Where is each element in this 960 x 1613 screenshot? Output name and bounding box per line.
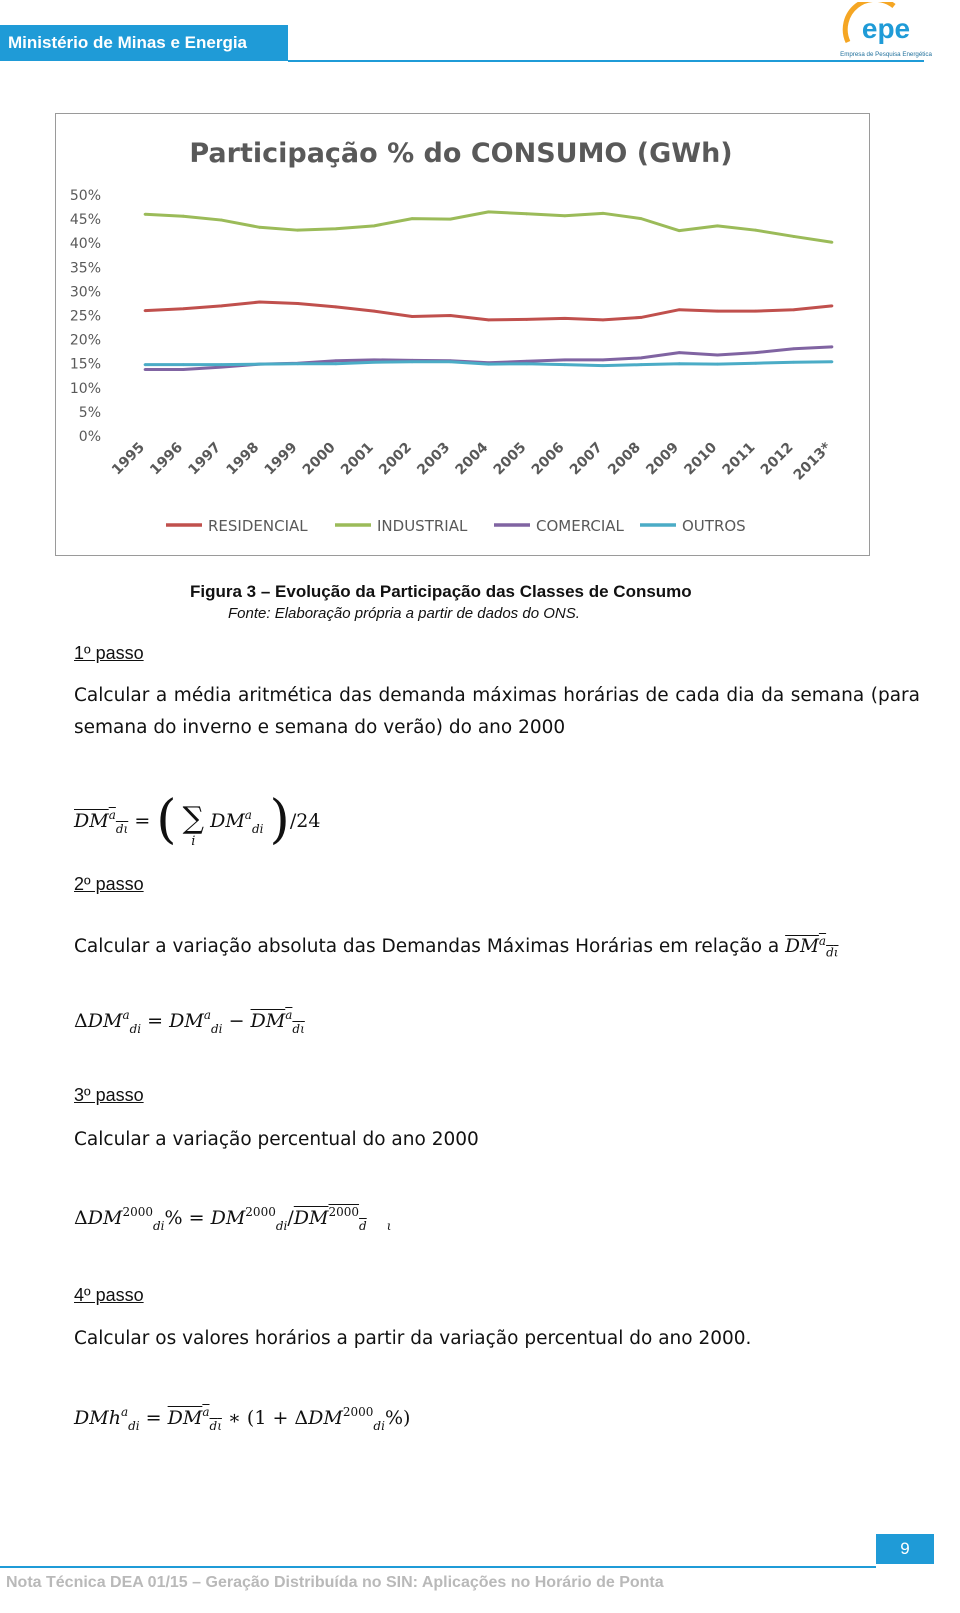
step-3-text: Calcular a variação percentual do ano 2000 bbox=[74, 1129, 479, 1150]
legend-label: COMERCIAL bbox=[536, 517, 624, 535]
data-point-comercial bbox=[716, 354, 719, 357]
x-tick-label: 2005 bbox=[490, 439, 530, 479]
data-point-industrial bbox=[411, 217, 414, 220]
x-tick-label: 2008 bbox=[605, 439, 644, 479]
data-point-industrial bbox=[640, 217, 643, 220]
series-line-residencial bbox=[145, 302, 832, 320]
legend-label: INDUSTRIAL bbox=[377, 517, 468, 535]
data-point-comercial bbox=[792, 347, 795, 350]
x-tick-label: 1997 bbox=[185, 439, 225, 479]
y-tick-label: 20% bbox=[69, 332, 101, 349]
step-1-text: Calcular a média aritmética das demanda máximas horárias de cada dia da semana (para semana do inverno e semana do verão) do ano 2000 bbox=[74, 685, 920, 738]
step-2-text: Calcular a variação absoluta das Demandas Máximas Horárias em relação a $DM^a_{d\iota}$ bbox=[74, 934, 839, 960]
data-point-outros bbox=[563, 363, 566, 366]
data-point-industrial bbox=[525, 212, 528, 215]
data-point-industrial bbox=[334, 227, 337, 230]
data-point-comercial bbox=[334, 359, 337, 362]
data-point-comercial bbox=[754, 351, 757, 354]
x-tick-label: 2011 bbox=[719, 439, 759, 479]
data-point-residencial bbox=[373, 310, 376, 313]
step-4-title: 4º passo bbox=[74, 1285, 144, 1305]
data-point-residencial bbox=[411, 315, 414, 318]
data-point-residencial bbox=[602, 318, 605, 321]
data-point-residencial bbox=[258, 301, 261, 304]
step-3-title: 3º passo bbox=[74, 1085, 144, 1105]
x-tick-label: 1995 bbox=[109, 439, 148, 479]
data-point-outros bbox=[640, 363, 643, 366]
figure-source: Fonte: Elaboração própria a partir de dados do ONS. bbox=[228, 605, 580, 622]
x-tick-label: 1996 bbox=[147, 439, 187, 479]
data-point-residencial bbox=[754, 310, 757, 313]
data-point-residencial bbox=[487, 318, 490, 321]
data-point-outros bbox=[716, 363, 719, 366]
data-point-outros bbox=[678, 362, 681, 365]
page-number: 9 bbox=[876, 1534, 934, 1564]
data-point-industrial bbox=[220, 219, 223, 222]
data-point-comercial bbox=[678, 351, 681, 354]
formula-hourly-values: $DMh^a_{di} = DM^a_{d\iota}$ ∗ $(1 + \Delta DM^{2000}_{di}\%)$ bbox=[74, 1405, 411, 1433]
data-point-outros bbox=[792, 361, 795, 364]
data-point-industrial bbox=[678, 229, 681, 232]
x-tick-label: 1998 bbox=[223, 439, 263, 479]
data-point-residencial bbox=[678, 308, 681, 311]
y-tick-label: 40% bbox=[69, 236, 101, 253]
ministry-title: Ministério de Minas e Energia bbox=[8, 33, 248, 52]
y-tick-label: 50% bbox=[69, 188, 101, 204]
data-point-outros bbox=[411, 360, 414, 363]
data-point-industrial bbox=[144, 213, 147, 216]
data-point-residencial bbox=[831, 304, 834, 307]
legend-item-residencial bbox=[166, 517, 308, 535]
step-1-title: 1º passo bbox=[74, 643, 144, 663]
data-point-outros bbox=[754, 362, 757, 365]
legend-label: RESIDENCIAL bbox=[208, 517, 308, 535]
data-point-residencial bbox=[144, 309, 147, 312]
data-point-industrial bbox=[487, 210, 490, 213]
data-point-comercial bbox=[563, 358, 566, 361]
data-point-outros bbox=[144, 363, 147, 366]
data-point-comercial bbox=[640, 357, 643, 360]
formula-mean: $DM^a_{d\iota}$ = ( ∑ i $DM^a_{di}$ )/24 bbox=[74, 790, 321, 850]
footer-rule bbox=[0, 1566, 876, 1568]
chart-title: Participação % do CONSUMO (GWh) bbox=[189, 138, 733, 169]
data-point-industrial bbox=[602, 212, 605, 215]
data-point-comercial bbox=[182, 368, 185, 371]
formula-absolute-variation: $\Delta DM^a_{di} = DM^a_{di} - DM^a_{d\iota}$ bbox=[74, 1008, 305, 1036]
data-point-outros bbox=[831, 360, 834, 363]
x-tick-label: 2004 bbox=[452, 439, 492, 479]
x-tick-label: 1999 bbox=[261, 439, 301, 479]
y-tick-label: 35% bbox=[69, 260, 101, 277]
data-point-outros bbox=[373, 361, 376, 364]
data-point-residencial bbox=[716, 310, 719, 313]
data-point-industrial bbox=[754, 229, 757, 232]
data-point-residencial bbox=[296, 302, 299, 305]
x-tick-label: 2000 bbox=[299, 439, 339, 479]
x-tick-label: 2002 bbox=[376, 439, 416, 479]
legend-item-outros bbox=[640, 517, 746, 535]
data-point-outros bbox=[525, 362, 528, 365]
legend-label: OUTROS bbox=[682, 517, 746, 535]
data-point-industrial bbox=[716, 224, 719, 227]
y-tick-label: 15% bbox=[69, 356, 101, 373]
data-point-industrial bbox=[258, 226, 261, 229]
data-point-residencial bbox=[220, 304, 223, 307]
chart-frame bbox=[55, 113, 870, 556]
data-point-outros bbox=[258, 363, 261, 366]
x-tick-label: 2003 bbox=[414, 439, 454, 479]
data-point-industrial bbox=[792, 235, 795, 238]
data-point-industrial bbox=[831, 241, 834, 244]
x-tick-label: 2006 bbox=[528, 439, 568, 479]
data-point-residencial bbox=[182, 307, 185, 310]
x-tick-label: 2010 bbox=[681, 439, 721, 479]
footer-text: Nota Técnica DEA 01/15 – Geração Distribuída no SIN: Aplicações no Horário de Ponta bbox=[6, 1574, 664, 1591]
logo-text: epe bbox=[861, 13, 911, 44]
data-point-outros bbox=[296, 362, 299, 365]
formula-percent-variation: $\Delta DM^{2000}_{di}\% = DM^{2000}_{di}/DM^{2000}_d$ $_\iota$ bbox=[74, 1205, 392, 1233]
data-point-outros bbox=[182, 363, 185, 366]
y-tick-label: 25% bbox=[69, 308, 101, 325]
data-point-residencial bbox=[640, 316, 643, 319]
data-point-residencial bbox=[525, 318, 528, 321]
legend-item-comercial bbox=[494, 517, 625, 535]
data-point-outros bbox=[220, 363, 223, 366]
x-tick-label: 2009 bbox=[643, 439, 683, 479]
data-point-outros bbox=[334, 362, 337, 365]
x-tick-label: 2001 bbox=[337, 439, 377, 479]
data-point-industrial bbox=[373, 224, 376, 227]
logo-subtitle: Empresa de Pesquisa Energética bbox=[840, 51, 932, 58]
x-tick-label: 2007 bbox=[566, 439, 606, 479]
legend-item-industrial bbox=[335, 517, 468, 535]
header-rule bbox=[288, 60, 924, 62]
figure-caption: Figura 3 – Evolução da Participação das Classes de Consumo bbox=[190, 582, 692, 601]
data-point-residencial bbox=[792, 308, 795, 311]
data-point-industrial bbox=[563, 214, 566, 217]
data-point-residencial bbox=[449, 314, 452, 317]
y-tick-label: 10% bbox=[69, 380, 101, 397]
series-line-industrial bbox=[145, 212, 832, 242]
data-point-comercial bbox=[144, 368, 147, 371]
series-line-comercial bbox=[145, 347, 832, 370]
data-point-outros bbox=[487, 363, 490, 366]
data-point-industrial bbox=[296, 229, 299, 232]
x-tick-label: 2013* bbox=[790, 439, 835, 484]
x-tick-label: 2012 bbox=[757, 439, 797, 479]
y-tick-label: 45% bbox=[69, 212, 101, 229]
epe-logo bbox=[836, 2, 936, 62]
data-point-comercial bbox=[602, 358, 605, 361]
y-tick-label: 30% bbox=[69, 284, 101, 301]
y-tick-label: 5% bbox=[78, 404, 101, 421]
step-4-text: Calcular os valores horários a partir da variação percentual do ano 2000. bbox=[74, 1328, 752, 1349]
data-point-industrial bbox=[182, 215, 185, 218]
y-tick-label: 0% bbox=[78, 429, 101, 445]
data-point-residencial bbox=[334, 305, 337, 308]
data-point-outros bbox=[602, 364, 605, 367]
data-point-comercial bbox=[831, 345, 834, 348]
data-point-industrial bbox=[449, 218, 452, 221]
consumption-share-chart bbox=[56, 114, 869, 555]
step-2-title: 2º passo bbox=[74, 874, 144, 894]
data-point-outros bbox=[449, 360, 452, 363]
data-point-residencial bbox=[563, 317, 566, 320]
